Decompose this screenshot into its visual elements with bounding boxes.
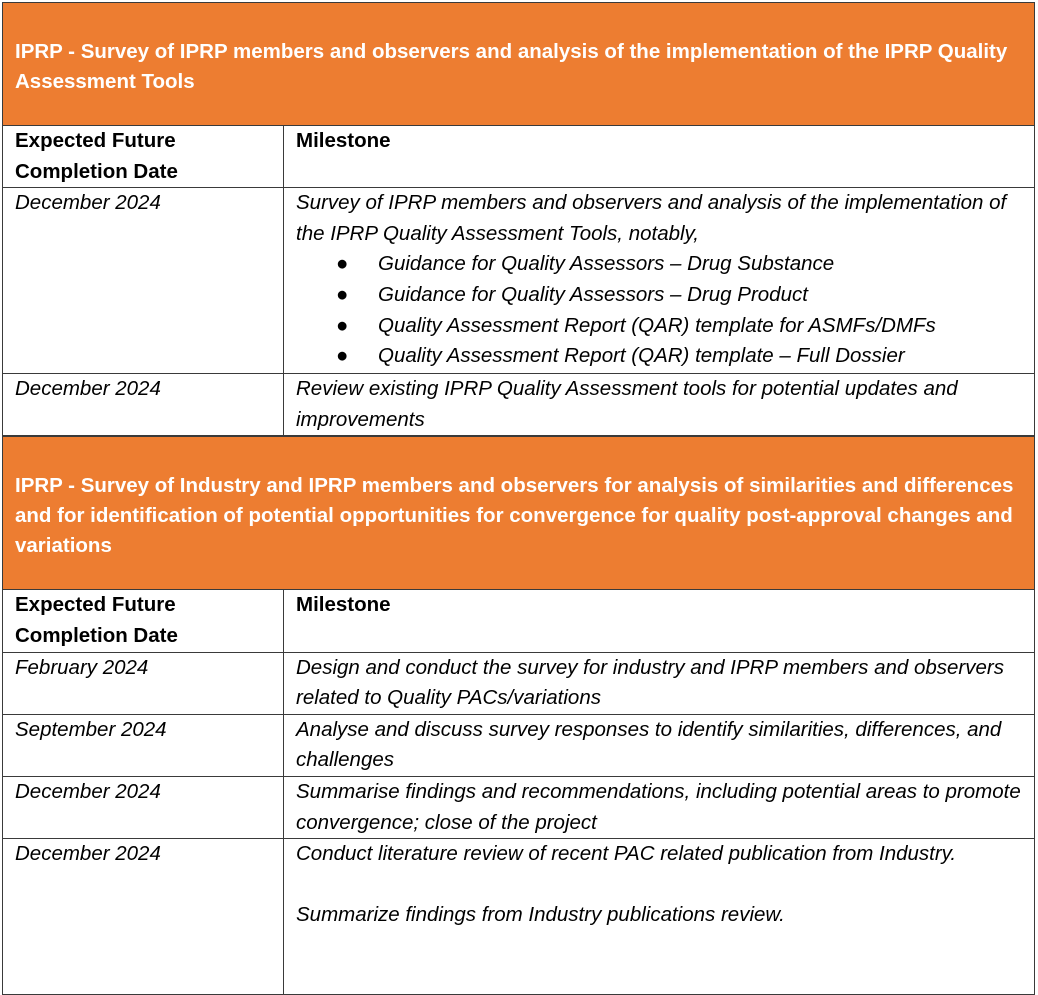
section-1-table: [2, 125, 1035, 436]
milestone-text: Survey of IPRP members and observers and analysis of the implementation of the IPRP Quality Assessment Tools, notably,: [296, 191, 1007, 245]
row-date: December 2024: [3, 188, 284, 374]
table-header-row: [3, 590, 1035, 652]
paragraph-spacer: [296, 870, 1022, 901]
column-header-milestone: Milestone: [284, 590, 1035, 652]
bullet-icon: ●: [336, 252, 349, 276]
row-date: December 2024: [3, 776, 284, 838]
section-2-title: IPRP - Survey of Industry and IPRP members and observers for analysis of similarities and differences and for identification of potential opportunities for convergence for quality post-approval changes and variations: [15, 474, 1014, 558]
bullet-icon: ●: [336, 313, 349, 337]
row-milestone: [284, 188, 1035, 374]
table-row: [3, 188, 1035, 374]
row-milestone: Design and conduct the survey for industry and IPRP members and observers related to Quality PACs/variations: [284, 652, 1035, 714]
row-milestone: Summarise findings and recommendations, including potential areas to promote convergence; close of the project: [284, 776, 1035, 838]
section-1-title: IPRP - Survey of IPRP members and observers and analysis of the implementation of the IPRP Quality Assessment Tools: [15, 40, 1008, 93]
milestone-document: [2, 2, 1035, 995]
list-item: [336, 249, 1022, 280]
list-item-text: Quality Assessment Report (QAR) template – Full Dossier: [378, 344, 905, 368]
row-date: December 2024: [3, 374, 284, 436]
list-item: [336, 311, 1022, 342]
table-header-row: [3, 126, 1035, 188]
row-milestone: [284, 839, 1035, 995]
list-item: [336, 280, 1022, 311]
list-item-text: Quality Assessment Report (QAR) template for ASMFs/DMFs: [378, 313, 936, 337]
table-row: [3, 839, 1035, 995]
column-header-milestone: Milestone: [284, 126, 1035, 188]
list-item: [336, 341, 1022, 372]
table-row: [3, 374, 1035, 436]
section-2-table: [2, 589, 1035, 995]
row-date: December 2024: [3, 839, 284, 995]
section-2-heading: [2, 436, 1035, 589]
row-milestone: Review existing IPRP Quality Assessment tools for potential updates and improvements: [284, 374, 1035, 436]
milestone-text: Conduct literature review of recent PAC related publication from Industry.: [296, 842, 957, 866]
table-row: [3, 714, 1035, 776]
column-header-date: Expected Future Completion Date: [3, 590, 284, 652]
list-item-text: Guidance for Quality Assessors – Drug Product: [378, 282, 808, 306]
bullet-list: [296, 249, 1022, 371]
bullet-icon: ●: [336, 282, 349, 306]
bullet-icon: ●: [336, 344, 349, 368]
list-item-text: Guidance for Quality Assessors – Drug Substance: [378, 252, 835, 276]
row-date: September 2024: [3, 714, 284, 776]
table-row: [3, 652, 1035, 714]
column-header-date: Expected Future Completion Date: [3, 126, 284, 188]
table-row: [3, 776, 1035, 838]
milestone-text-extra: Summarize findings from Industry publications review.: [296, 903, 785, 927]
section-1-heading: [2, 2, 1035, 125]
row-date: February 2024: [3, 652, 284, 714]
row-milestone: Analyse and discuss survey responses to identify similarities, differences, and challenges: [284, 714, 1035, 776]
